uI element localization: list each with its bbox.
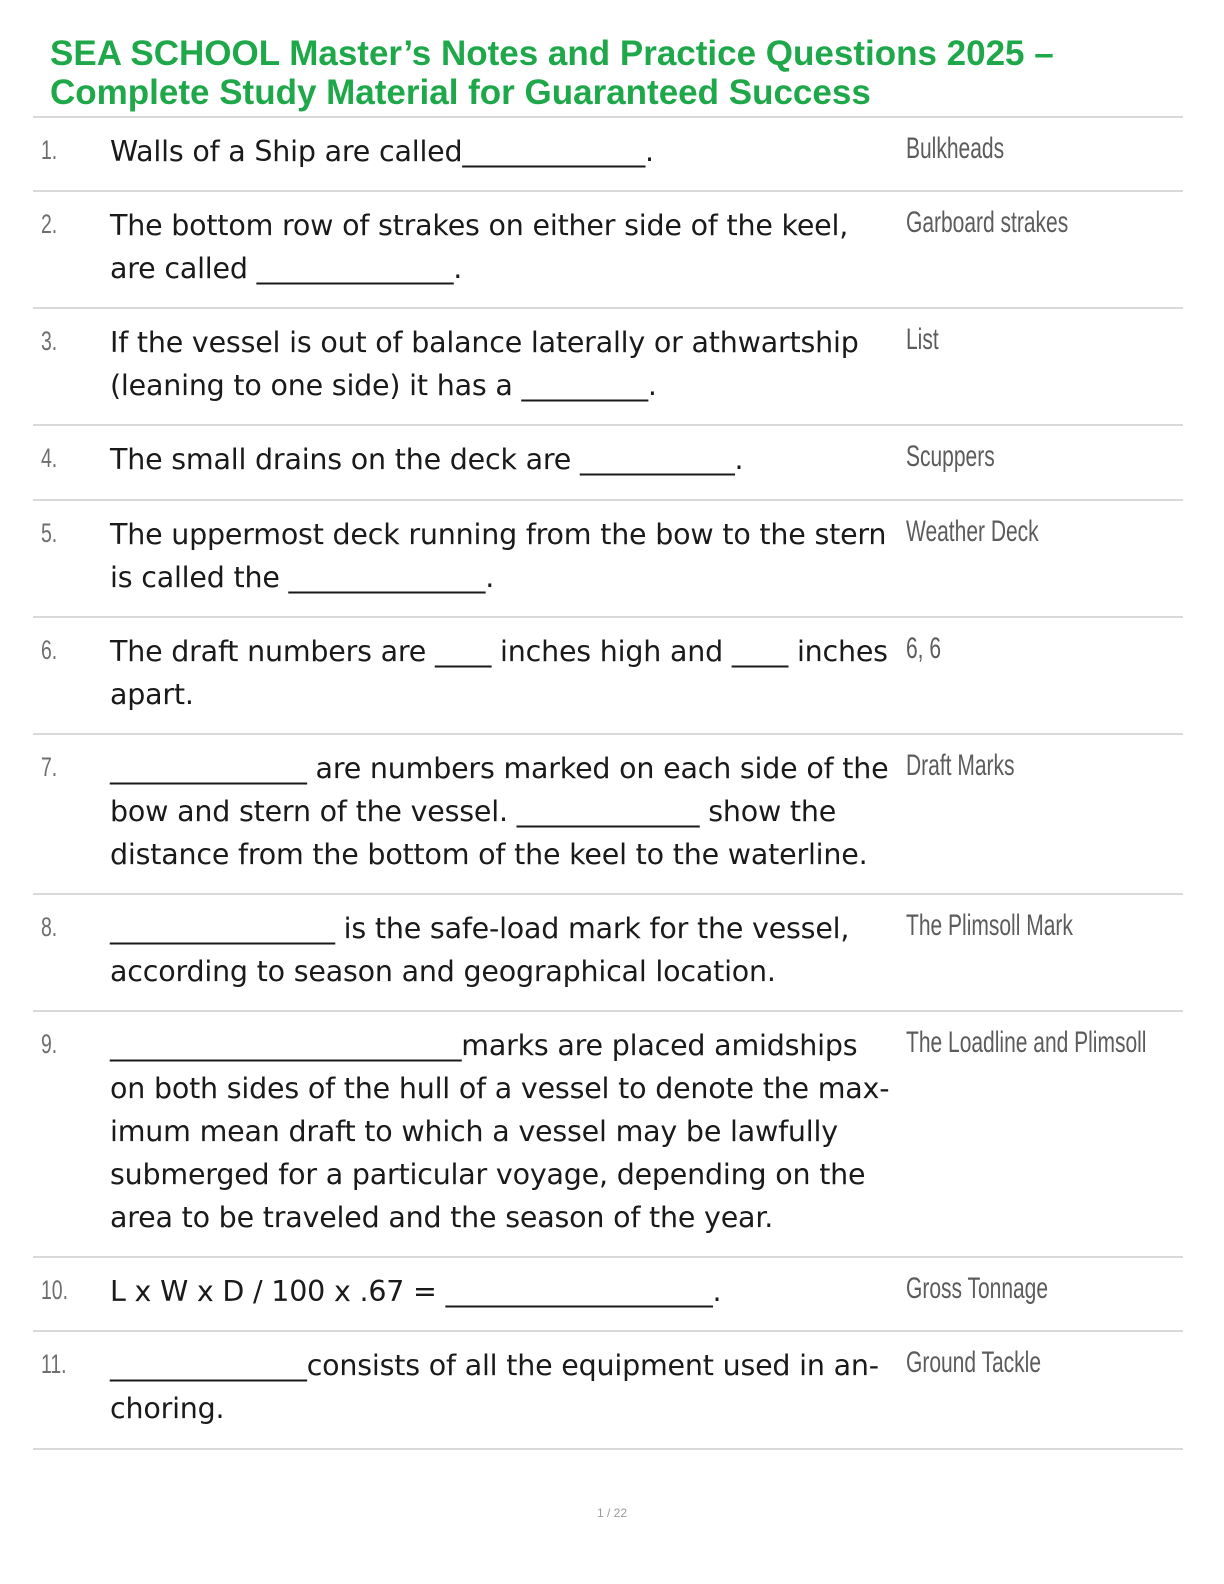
question-row bbox=[33, 501, 1183, 618]
question-row bbox=[33, 309, 1183, 426]
question-number: 7. bbox=[41, 752, 58, 782]
question-list bbox=[33, 118, 1183, 1450]
question-row bbox=[33, 426, 1183, 501]
question-text: ______________ are numbers marked on each side of the bow and stern of the vessel. _____________ show the distance from the bottom of the keel to the waterline. bbox=[110, 752, 889, 871]
question-text: ________________ is the safe-load mark for the vessel, according to season and geographical location. bbox=[110, 912, 850, 988]
question-row bbox=[33, 1258, 1183, 1332]
question-number: 1. bbox=[41, 135, 58, 165]
answer-text: Weather Deck bbox=[906, 515, 1039, 548]
answer-text: 6, 6 bbox=[906, 632, 942, 665]
answer-text: Bulkheads bbox=[906, 132, 1005, 165]
answer-text: Scuppers bbox=[906, 440, 995, 473]
question-text: L x W x D / 100 x .67 = ___________________. bbox=[110, 1275, 722, 1308]
question-row bbox=[33, 618, 1183, 735]
question-row bbox=[33, 735, 1183, 895]
page-number: 1 / 22 bbox=[596, 1506, 628, 1520]
answer-text: Draft Marks bbox=[906, 749, 1015, 782]
question-text: The draft numbers are ____ inches high and ____ inches apart. bbox=[110, 635, 888, 711]
question-text: The uppermost deck running from the bow to the stern is called the ______________. bbox=[110, 518, 887, 594]
question-row bbox=[33, 1332, 1183, 1450]
question-text: _________________________marks are placed amidships on both sides of the hull of a vessel to denote the max-imum mean draft to which a vessel may be lawfully submerged for a particular voyage, depending on the area to be traveled and the season of the year. bbox=[110, 1029, 890, 1234]
answer-text: The Plimsoll Mark bbox=[906, 909, 1073, 942]
answer-text: List bbox=[906, 323, 939, 356]
question-row bbox=[33, 118, 1183, 192]
question-number: 5. bbox=[41, 518, 58, 548]
question-number: 10. bbox=[41, 1275, 69, 1305]
answer-text: Garboard strakes bbox=[906, 206, 1069, 239]
answer-text: Ground Tackle bbox=[906, 1346, 1042, 1379]
question-text: The bottom row of strakes on either side of the keel, are called ______________. bbox=[110, 209, 849, 285]
question-number: 4. bbox=[41, 443, 58, 473]
question-number: 8. bbox=[41, 912, 58, 942]
answer-text: Gross Tonnage bbox=[906, 1272, 1049, 1305]
question-text: ______________consists of all the equipment used in an-choring. bbox=[110, 1349, 879, 1425]
question-number: 9. bbox=[41, 1029, 58, 1059]
question-text: The small drains on the deck are ___________. bbox=[110, 443, 744, 476]
question-row bbox=[33, 1012, 1183, 1258]
question-number: 3. bbox=[41, 326, 58, 356]
question-text: If the vessel is out of balance laterally or athwartship (leaning to one side) it has a _________. bbox=[110, 326, 859, 402]
question-text: Walls of a Ship are called_____________. bbox=[110, 135, 654, 168]
question-number: 11. bbox=[41, 1349, 67, 1379]
question-number: 2. bbox=[41, 209, 58, 239]
question-row bbox=[33, 192, 1183, 309]
page-title: SEA SCHOOL Master’s Notes and Practice Questions 2025 – Complete Study Material for Guaranteed Success bbox=[50, 34, 1054, 112]
question-number: 6. bbox=[41, 635, 58, 665]
answer-text: The Loadline and Plimsoll bbox=[906, 1026, 1147, 1059]
question-row bbox=[33, 895, 1183, 1012]
